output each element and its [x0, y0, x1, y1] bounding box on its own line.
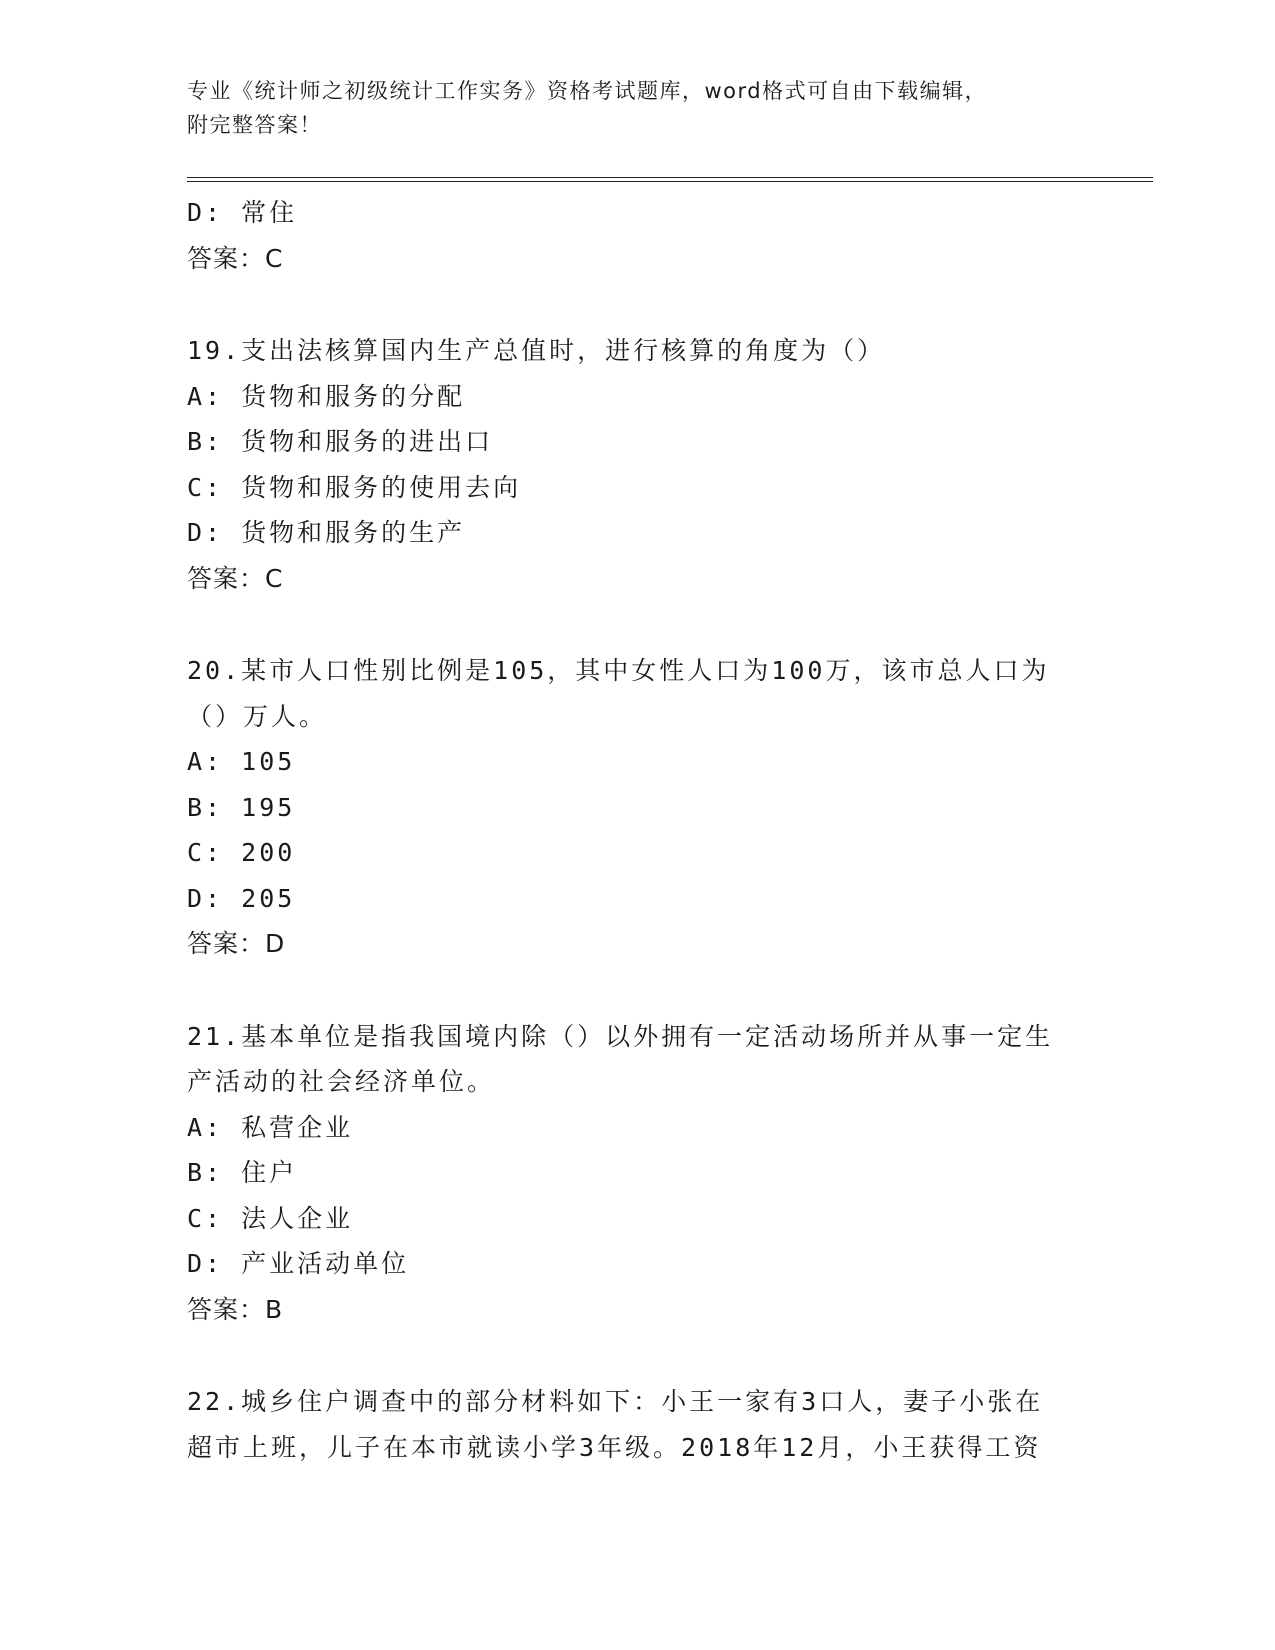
question-text-continued: （）万人。 [187, 701, 328, 731]
option-d: D: 常住 [187, 198, 298, 227]
question-21 [187, 1014, 1087, 1333]
question-18-tail [187, 190, 1087, 281]
option-a: A: 105 [187, 747, 296, 776]
answer-line: 答案：C [187, 243, 284, 273]
header-divider [187, 177, 1153, 182]
answer-line: 答案：C [187, 563, 284, 593]
option-b: B: 货物和服务的进出口 [187, 427, 494, 456]
header-line-1: 专业《统计师之初级统计工作实务》资格考试题库，word格式可自由下载编辑， [187, 79, 988, 103]
question-19 [187, 328, 1087, 601]
option-d: D: 货物和服务的生产 [187, 518, 466, 547]
question-text: 22.城乡住户调查中的部分材料如下：小王一家有3口人，妻子小张在 [187, 1387, 1044, 1416]
option-b: B: 住户 [187, 1158, 298, 1187]
option-d: D: 产业活动单位 [187, 1249, 410, 1278]
question-list [187, 190, 1087, 1470]
option-a: A: 私营企业 [187, 1112, 354, 1142]
option-c: C: 200 [187, 838, 296, 867]
spacer [187, 281, 1087, 328]
spacer [187, 601, 1087, 648]
spacer [187, 1332, 1087, 1379]
option-c: C: 货物和服务的使用去向 [187, 472, 522, 502]
answer-line: 答案：B [187, 1294, 284, 1324]
option-c: C: 法人企业 [187, 1203, 354, 1233]
question-20 [187, 648, 1087, 967]
question-text-continued: 产活动的社会经济单位。 [187, 1067, 496, 1096]
option-d: D: 205 [187, 883, 296, 913]
question-text: 19.支出法核算国内生产总值时，进行核算的角度为（） [187, 336, 886, 365]
question-text: 20.某市人口性别比例是105，其中女性人口为100万，该市总人口为 [187, 656, 1050, 685]
document-header [187, 74, 1087, 142]
question-22 [187, 1379, 1087, 1470]
question-text-continued: 超市上班，儿子在本市就读小学3年级。2018年12月，小王获得工资 [187, 1432, 1042, 1462]
header-line-2: 附完整答案！ [187, 113, 322, 137]
question-text: 21.基本单位是指我国境内除（）以外拥有一定活动场所并从事一定生 [187, 1021, 1054, 1051]
option-b: B: 195 [187, 792, 296, 822]
spacer [187, 967, 1087, 1014]
answer-line: 答案：D [187, 929, 286, 958]
option-a: A: 货物和服务的分配 [187, 381, 466, 411]
document-page [187, 0, 1147, 1650]
